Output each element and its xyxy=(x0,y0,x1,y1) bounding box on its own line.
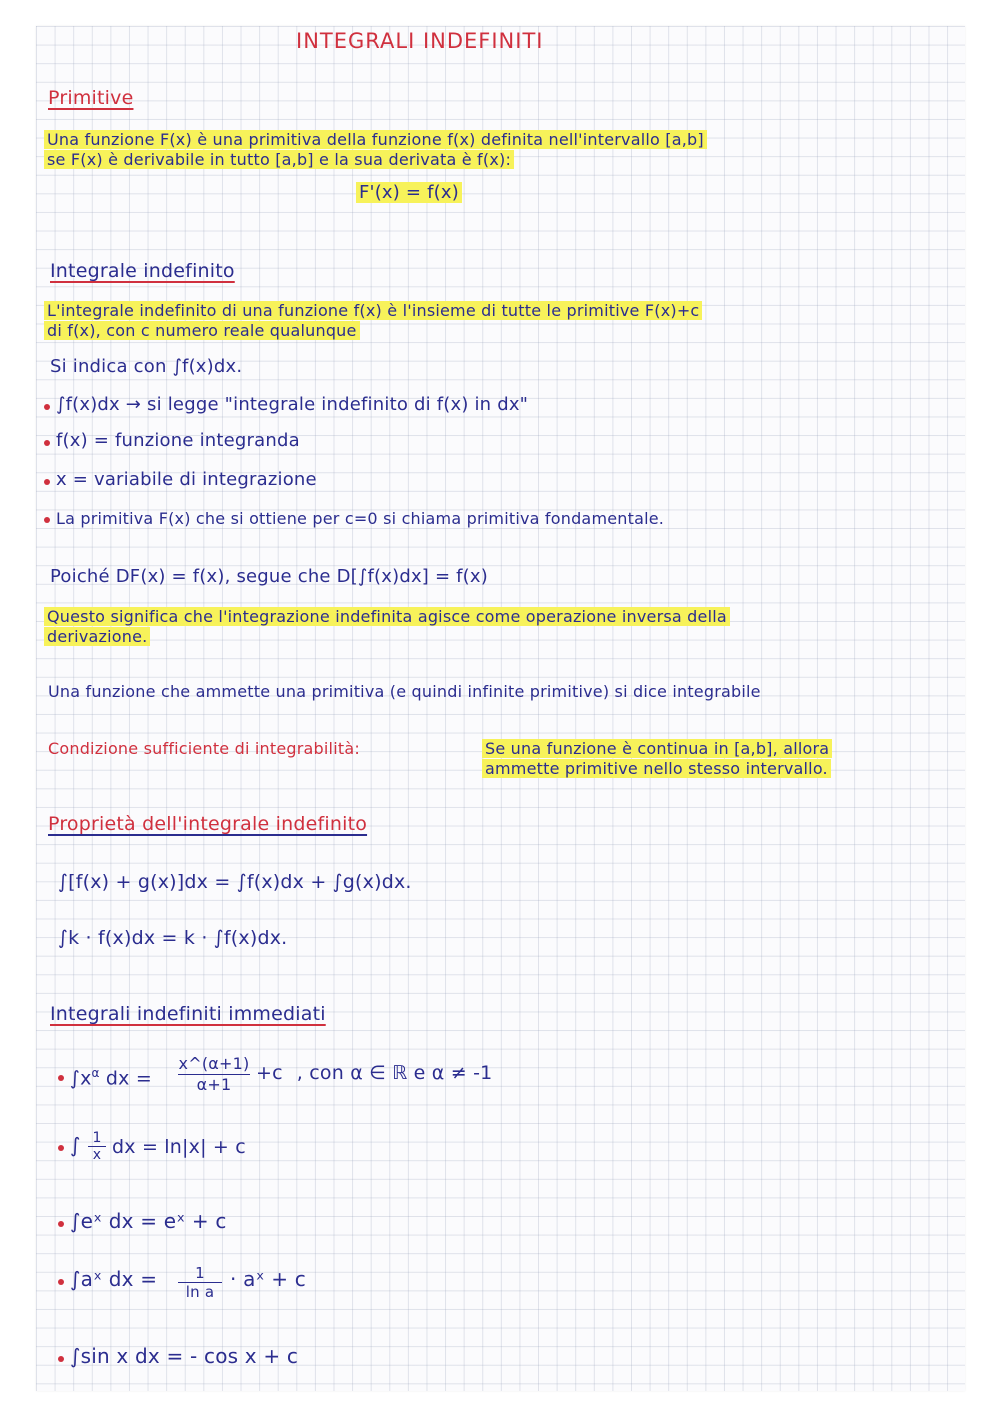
heading-proprieta: Proprietà dell'integrale indefinito xyxy=(48,813,368,835)
heading-integrali-immediati: Integrali indefiniti immediati xyxy=(50,1003,326,1025)
formula-esponenziale-a-rest: · aˣ + c xyxy=(230,1267,306,1291)
heading-primitive: Primitive xyxy=(48,87,134,109)
significa-line2: derivazione. xyxy=(44,626,150,648)
formula-reciproco-lhs: ∫ xyxy=(70,1133,81,1157)
primitive-definition-line2: se F(x) è derivabile in tutto [a,b] e la sua derivata è f(x): xyxy=(44,149,514,171)
bullet-variabile-integrazione: x = variabile di integrazione xyxy=(56,469,317,490)
integrale-definition-line2: di f(x), con c numero reale qualunque xyxy=(44,320,360,342)
bullet-dot xyxy=(58,1145,64,1151)
bullet-primitiva-fondamentale: La primitiva F(x) che si ottiene per c=0 si chiama primitiva fondamentale. xyxy=(56,509,665,528)
condizione-line2: ammette primitive nello stesso intervallo. xyxy=(482,758,831,780)
bullet-dot xyxy=(58,1356,64,1362)
proprieta-costante: ∫k · f(x)dx = k · ∫f(x)dx. xyxy=(58,927,288,949)
primitive-formula: F'(x) = f(x) xyxy=(356,182,462,204)
primitive-definition-line1: Una funzione F(x) è una primitiva della funzione f(x) definita nell'intervallo [a,b] xyxy=(44,129,707,151)
formula-potenza: $\int x^\alpha$ dx = xyxy=(70,1066,152,1090)
significa-line1: Questo significa che l'integrazione indefinita agisce come operazione inversa della xyxy=(44,606,730,628)
formula-reciproco-fraction: 1 x xyxy=(88,1130,106,1163)
bullet-dot xyxy=(44,479,50,485)
bullet-si-legge: ∫f(x)dx → si legge "integrale indefinito di f(x) in dx" xyxy=(56,394,529,415)
bullet-dot xyxy=(58,1279,64,1285)
formula-potenza-fraction: x^(α+1) α+1 xyxy=(178,1054,250,1094)
bullet-dot xyxy=(58,1075,64,1081)
formula-potenza-rest: +c , con α ∈ ℝ e α ≠ -1 xyxy=(256,1062,493,1084)
heading-integrale-indefinito: Integrale indefinito xyxy=(50,260,235,282)
bullet-dot xyxy=(44,517,50,523)
proprieta-somma: ∫[f(x) + g(x)]dx = ∫f(x)dx + ∫g(x)dx. xyxy=(58,871,412,893)
poiche-line: Poiché DF(x) = f(x), segue che D[∫f(x)dx] = f(x) xyxy=(50,566,488,587)
integrale-definition-line1: L'integrale indefinito di una funzione f(x) è l'insieme di tutte le primitive F(x)+c xyxy=(44,300,702,322)
bullet-dot xyxy=(44,440,50,446)
formula-esponenziale-a-lhs: ∫aˣ dx = xyxy=(70,1267,158,1291)
bullet-funzione-integranda: f(x) = funzione integranda xyxy=(56,430,300,451)
bullet-dot xyxy=(44,404,50,410)
bullet-dot xyxy=(58,1221,64,1227)
page-title: INTEGRALI INDEFINITI xyxy=(296,29,544,53)
grid-paper-sheet xyxy=(36,26,965,1391)
formula-seno: ∫sin x dx = - cos x + c xyxy=(70,1344,299,1368)
integrale-notation: Si indica con ∫f(x)dx. xyxy=(50,356,243,377)
condizione-label: Condizione sufficiente di integrabilità: xyxy=(48,739,360,758)
condizione-line1: Se una funzione è continua in [a,b], allora xyxy=(482,738,832,760)
integrabile-line: Una funzione che ammette una primitiva (e quindi infinite primitive) si dice integrabile xyxy=(48,682,761,701)
formula-esponenziale: ∫eˣ dx = eˣ + c xyxy=(70,1209,227,1233)
formula-esponenziale-a-fraction: 1 ln a xyxy=(178,1264,222,1301)
formula-reciproco-rest: dx = ln|x| + c xyxy=(112,1136,246,1158)
